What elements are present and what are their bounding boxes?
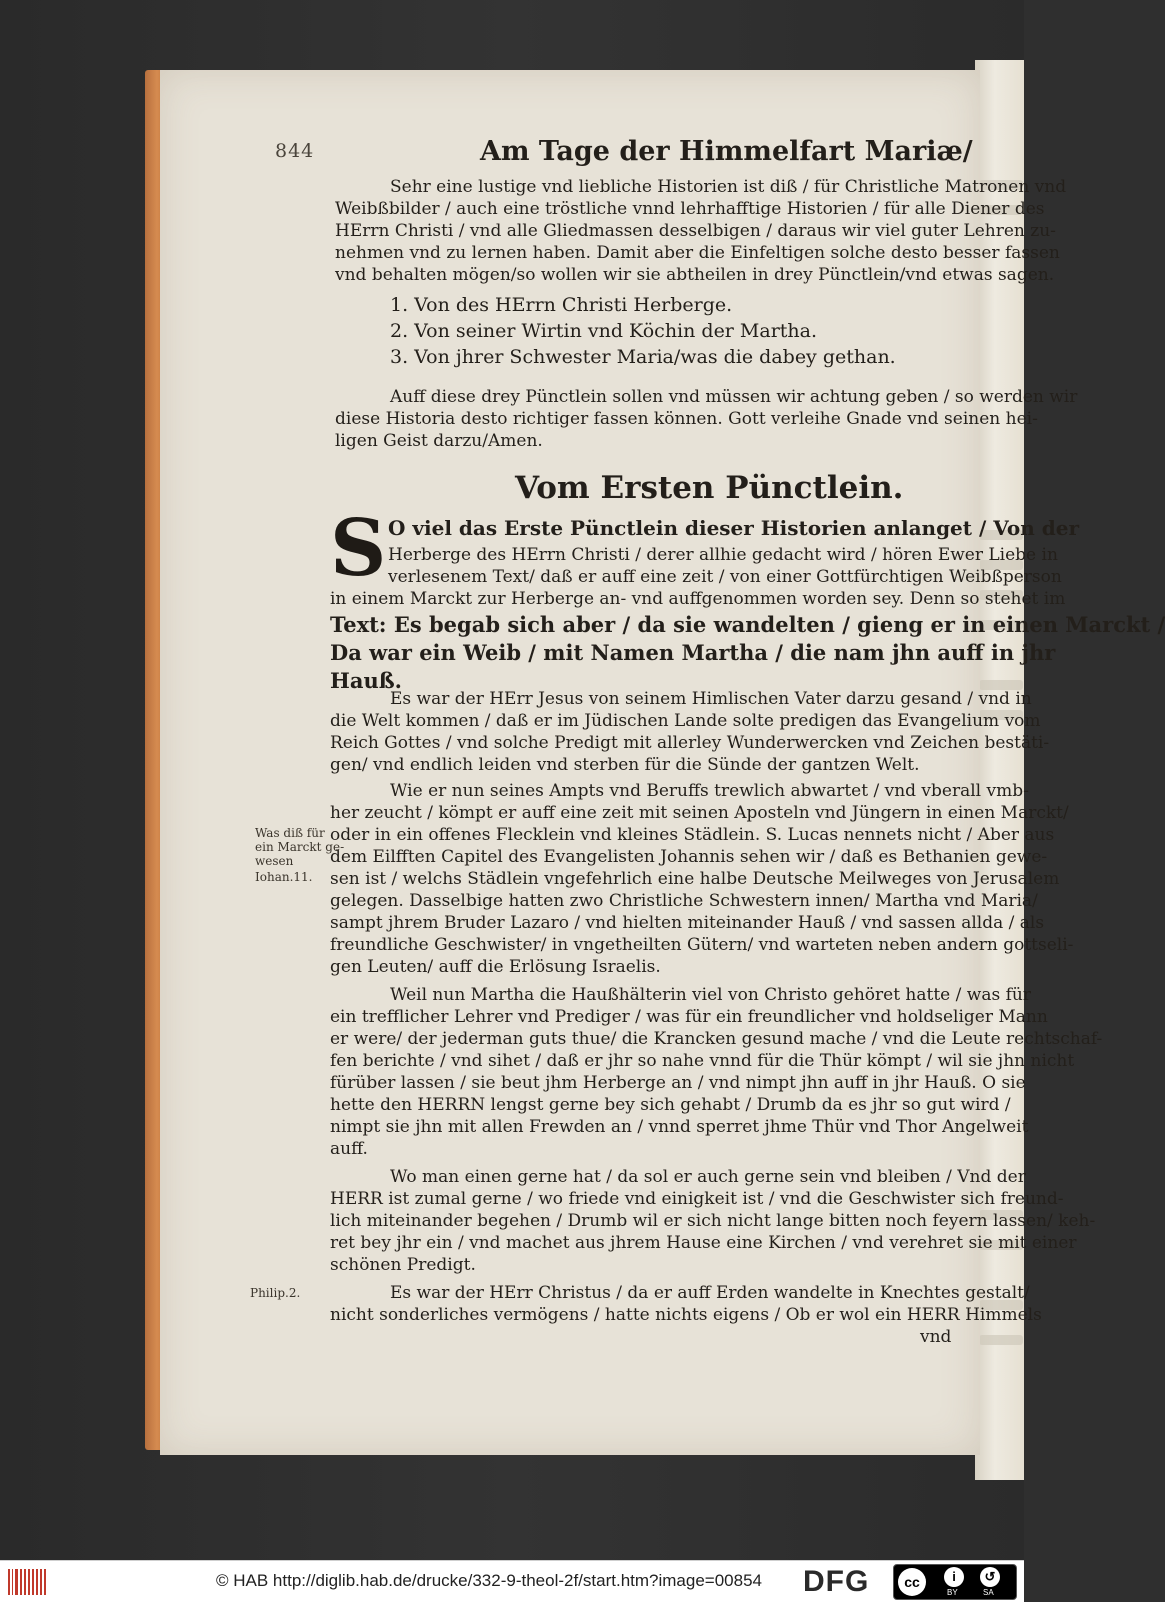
marginal-note: ein Marckt ge- [255, 840, 345, 854]
body-line: nicht sonderliches vermögens / hatte nichts eigens / Ob er wol ein HERR Himmels [330, 1305, 1042, 1325]
body-line: in einem Marckt zur Herberge an- vnd auffgenommen worden sey. Denn so stehet im [330, 589, 1066, 609]
intro-line: Weibßbilder / auch eine tröstliche vnnd lehrhafftige Historien / für alle Diener des [335, 199, 1045, 219]
body-line: oder in ein offenes Flecklein vnd kleines Städlein. S. Lucas nennets nicht / Aber aus [330, 825, 1055, 845]
source-url[interactable]: © HAB http://diglib.hab.de/drucke/332-9-theol-2f/start.htm?image=00854 [216, 1571, 762, 1590]
running-header: Am Tage der Himmelfart Mariæ/ [480, 136, 973, 167]
barcode-icon [8, 1569, 46, 1595]
body-line: Da war ein Weib / mit Namen Martha / die nam jhn auff in jhr [330, 640, 1056, 665]
body-line: Wie er nun seines Ampts vnd Beruffs trewlich abwartet / vnd vberall vmb- [390, 781, 1029, 801]
by-label: BY [947, 1588, 958, 1597]
dfg-logo[interactable]: DFG [803, 1565, 870, 1598]
share-alike-icon: ↺ [980, 1567, 1000, 1587]
body-line: gen/ vnd endlich leiden vnd sterben für die Sünde der gantzen Welt. [330, 755, 920, 775]
body-line: ein trefflicher Lehrer vnd Prediger / was für ein freundlicher vnd holdseliger Mann [330, 1007, 1048, 1027]
list-item: 2. Von seiner Wirtin vnd Köchin der Martha. [390, 320, 818, 342]
drop-capital: S [330, 503, 387, 594]
marginal-note: Was diß für [255, 826, 325, 840]
cc-license-badge[interactable] [893, 1564, 1017, 1600]
body-line: O viel das Erste Pünctlein dieser Historien anlanget / Von der [388, 516, 1080, 540]
body-line: die Welt kommen / daß er im Jüdischen Lande solte predigen das Evangelium vom [330, 711, 1041, 731]
marginal-reference: Iohan.11. [255, 870, 313, 884]
body-line: Wo man einen gerne hat / da sol er auch gerne sein vnd bleiben / Vnd der [390, 1167, 1026, 1187]
sa-label: SA [983, 1588, 994, 1597]
body-line: HERR ist zumal gerne / wo friede vnd einigkeit ist / vnd die Geschwister sich freund- [330, 1189, 1064, 1209]
viewer-footer [0, 1560, 1024, 1602]
body-line: ligen Geist darzu/Amen. [335, 431, 543, 451]
body-line: diese Historia desto richtiger fassen können. Gott verleihe Gnade vnd seinen hei- [335, 409, 1038, 429]
intro-line: vnd behalten mögen/so wollen wir sie abtheilen in drey Pünctlein/vnd etwas sagen. [335, 265, 1055, 285]
body-line: Es war der HErr Jesus von seinem Himlischen Vater darzu gesand / vnd in [390, 689, 1032, 709]
intro-line: HErrn Christi / vnd alle Gliedmassen desselbigen / daraus wir viel guter Lehren zu- [335, 221, 1056, 241]
body-line: Weil nun Martha die Haußhälterin viel von Christo gehöret hatte / was für [390, 985, 1031, 1005]
body-line: sen ist / welchs Städlein vngefehrlich eine halbe Deutsche Meilweges von Jerusalem [330, 869, 1060, 889]
body-line: freundliche Geschwister/ in vngetheilten Gütern/ vnd warteten neben andern gottseli- [330, 935, 1074, 955]
body-line: Text: Es begab sich aber / da sie wandelten / gieng er in einen Marckt / [330, 612, 1165, 637]
catchword: vnd [920, 1327, 952, 1347]
body-line: schönen Predigt. [330, 1255, 476, 1275]
marginal-note: wesen [255, 854, 294, 868]
marginal-reference: Philip.2. [250, 1286, 301, 1300]
page-number: 844 [275, 140, 315, 162]
body-line: gelegen. Dasselbige hatten zwo Christliche Schwestern innen/ Martha vnd Maria/ [330, 891, 1038, 911]
list-item: 1. Von des HErrn Christi Herberge. [390, 294, 733, 316]
body-line: Auff diese drey Pünctlein sollen vnd müssen wir achtung geben / so werden wir [390, 387, 1078, 407]
body-line: Herberge des HErrn Christi / derer allhie gedacht wird / hören Ewer Liebe in [388, 545, 1058, 565]
body-line: nimpt sie jhn mit allen Frewden an / vnnd sperret jhme Thür vnd Thor Angelweit [330, 1117, 1029, 1137]
body-line: dem Eilfften Capitel des Evangelisten Johannis sehen wir / daß es Bethanien gewe- [330, 847, 1048, 867]
body-line: lich miteinander begehen / Drumb wil er sich nicht lange bitten noch feyern lassen/ keh- [330, 1211, 1096, 1231]
scanned-page [160, 70, 1165, 1455]
body-line: fürüber lassen / sie beut jhm Herberge an / vnd nimpt jhn auff in jhr Hauß. O sie [330, 1073, 1026, 1093]
body-line: gen Leuten/ auff die Erlösung Israelis. [330, 957, 661, 977]
body-line: Es war der HErr Christus / da er auff Erden wandelte in Knechtes gestalt/ [390, 1283, 1030, 1303]
cc-icon: cc [898, 1568, 926, 1596]
body-line: hette den HERRN lengst gerne bey sich gehabt / Drumb da es jhr so gut wird / [330, 1095, 1011, 1115]
list-item: 3. Von jhrer Schwester Maria/was die dabey gethan. [390, 346, 896, 368]
section-heading: Vom Ersten Pünctlein. [515, 470, 904, 506]
body-line: er were/ der jederman guts thue/ die Krancken gesund mache / vnd die Leute rechtschaf- [330, 1029, 1103, 1049]
body-line: ret bey jhr ein / vnd machet aus jhrem Hause eine Kirchen / vnd verehret sie mit einer [330, 1233, 1077, 1253]
attribution-icon: i [944, 1567, 964, 1587]
body-line: her zeucht / kömpt er auff eine zeit mit seinen Aposteln vnd Jüngern in einen Marckt/ [330, 803, 1069, 823]
body-line: Reich Gottes / vnd solche Predigt mit allerley Wunderwercken vnd Zeichen bestäti- [330, 733, 1050, 753]
body-line: Hauß. [330, 668, 402, 693]
intro-line: Sehr eine lustige vnd liebliche Historien ist diß / für Christliche Matronen vnd [390, 177, 1067, 197]
body-line: fen berichte / vnd sihet / daß er jhr so nahe vnnd für die Thür kömpt / wil sie jhn nicht [330, 1051, 1075, 1071]
body-line: sampt jhrem Bruder Lazaro / vnd hielten miteinander Hauß / vnd sassen allda / als [330, 913, 1045, 933]
body-line: auff. [330, 1139, 368, 1159]
body-line: verlesenem Text/ daß er auff eine zeit / von einer Gottfürchtigen Weibßperson [388, 567, 1062, 587]
intro-line: nehmen vnd zu lernen haben. Damit aber die Einfeltigen solche desto besser fassen [335, 243, 1060, 263]
